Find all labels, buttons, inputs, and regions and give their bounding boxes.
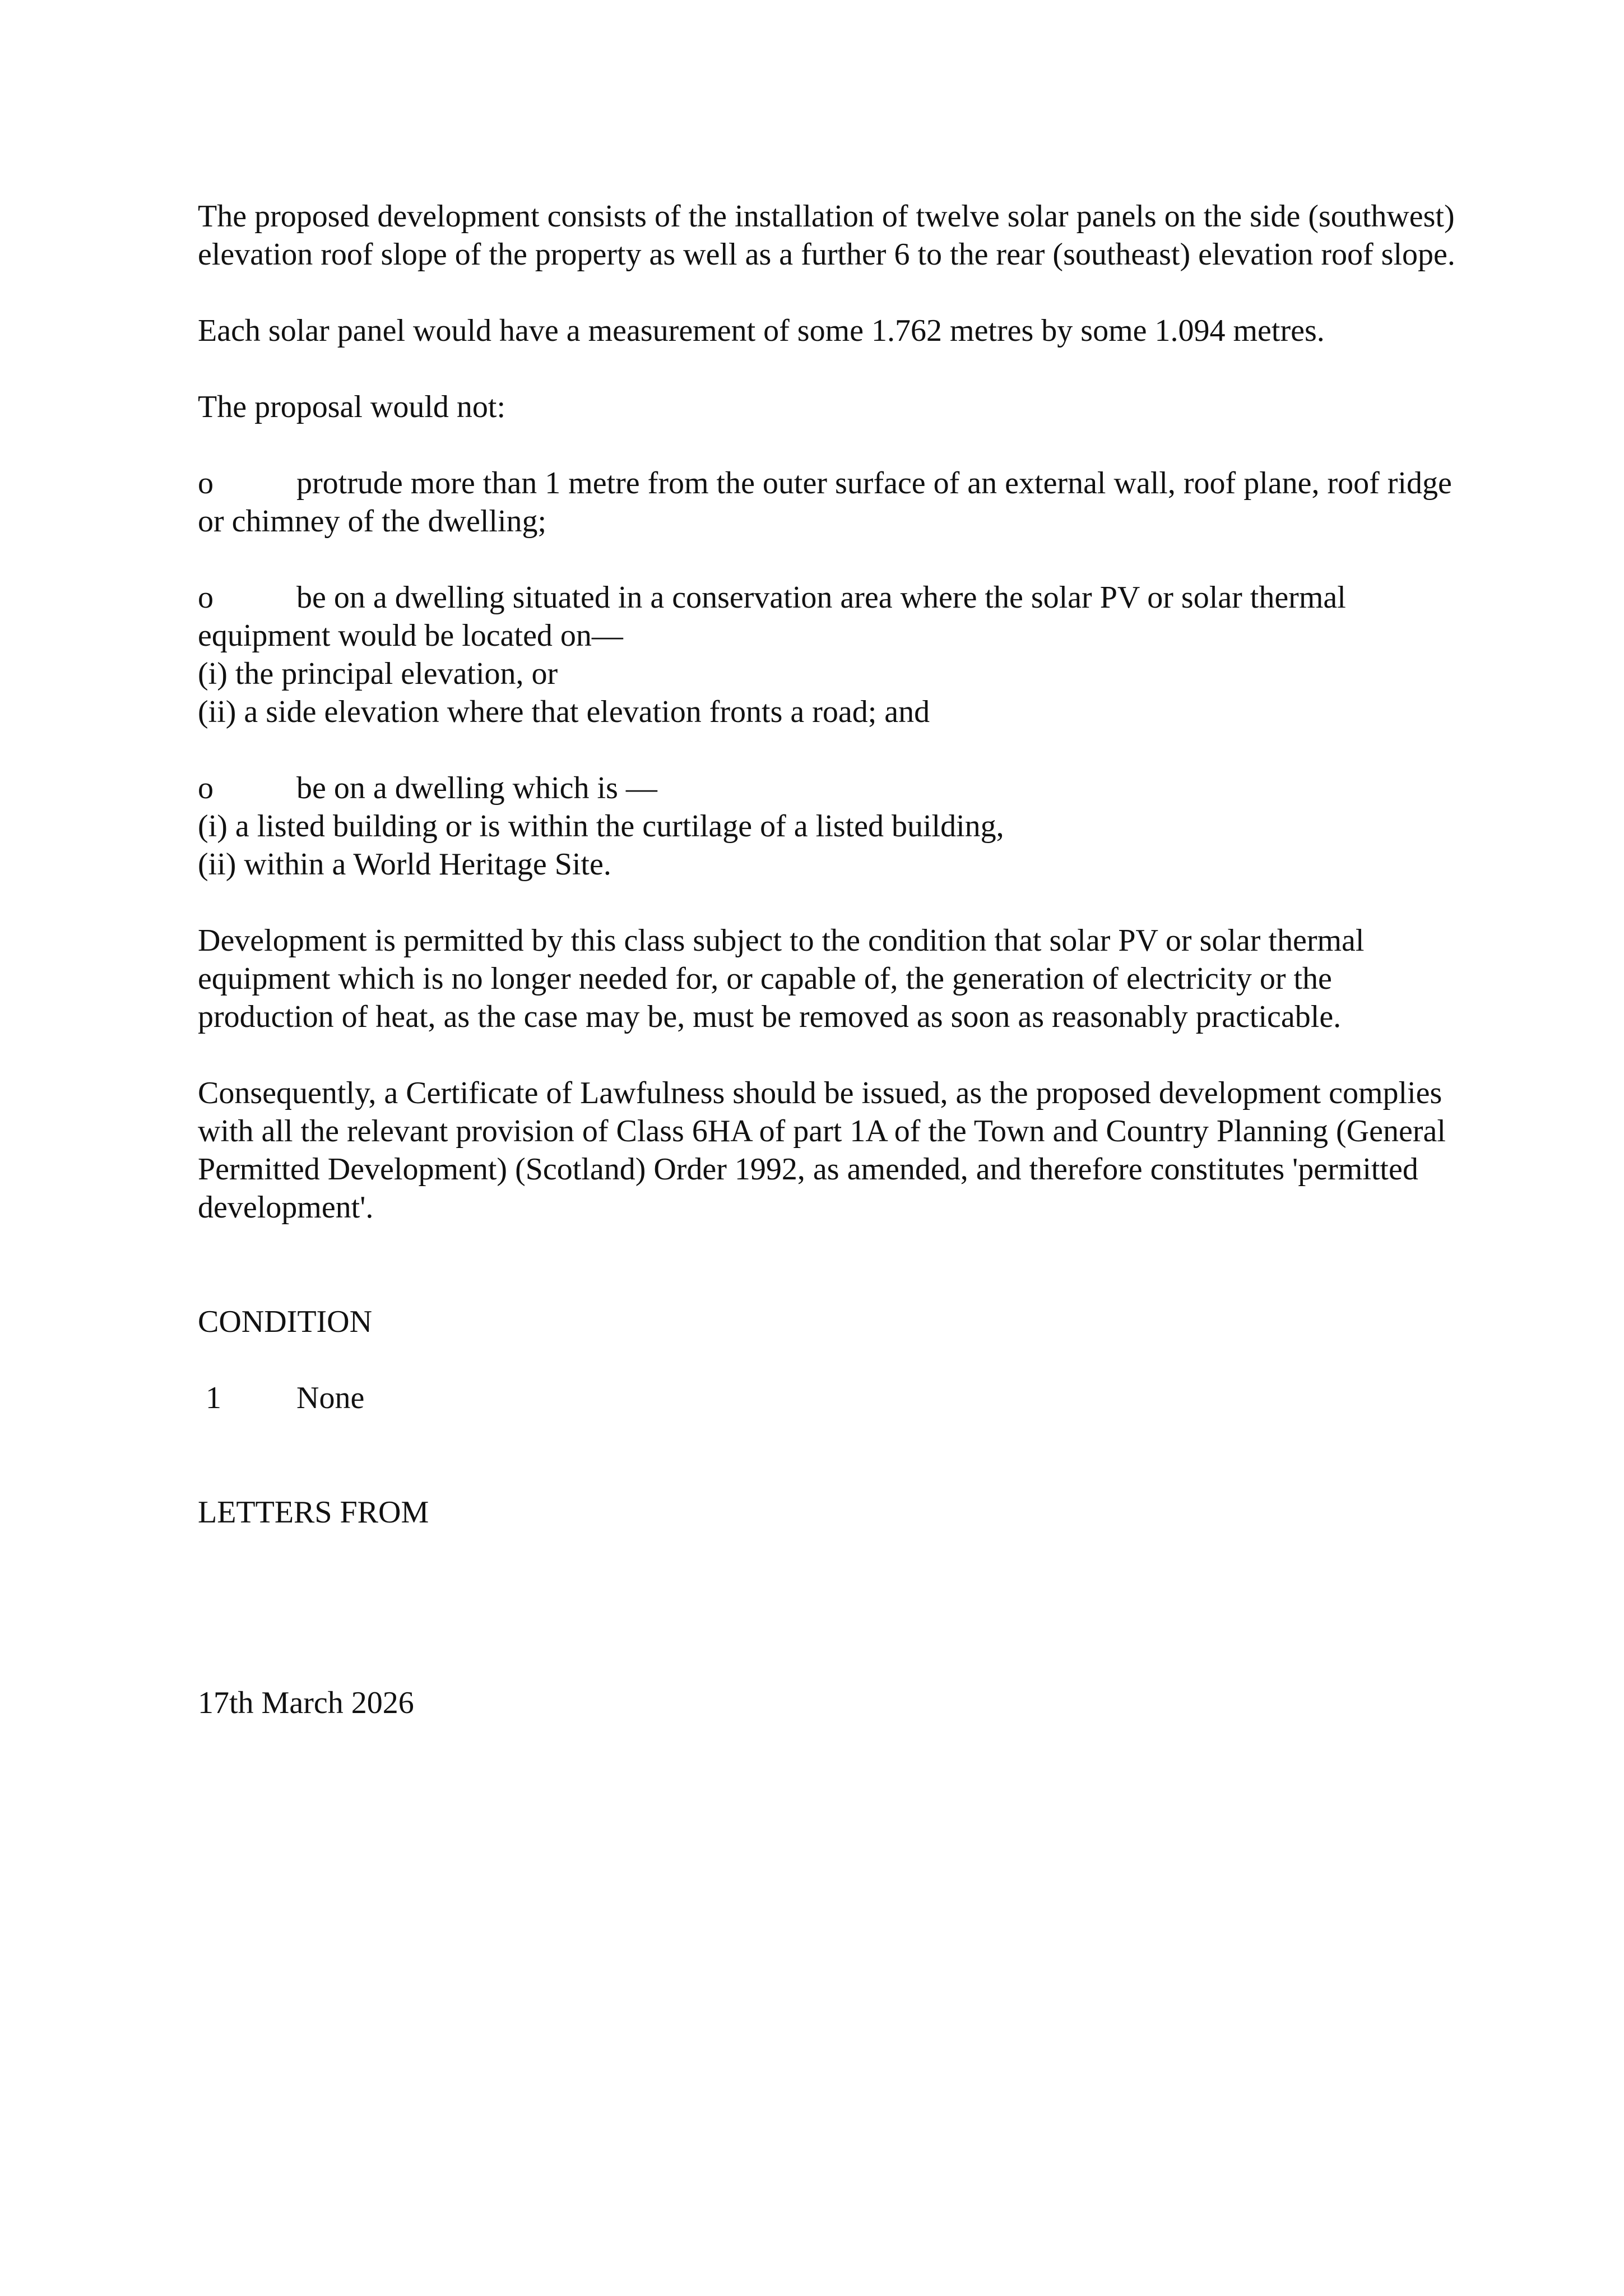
document-body: [198, 197, 1459, 1722]
document-date: 17th March 2026: [198, 1686, 414, 1720]
bullet-marker: o: [198, 466, 214, 501]
measurement-paragraph: Each solar panel would have a measurement of some 1.762 metres by some 1.094 metres.: [198, 313, 1325, 348]
condition-text: None: [296, 1381, 365, 1415]
bullet-subitem: (ii) within a World Heritage Site.: [198, 847, 611, 882]
proposal-not-paragraph: The proposal would not:: [198, 390, 506, 424]
bullet-text: be on a dwelling situated in a conservation area where the solar PV or solar thermal equipment would be located on—: [198, 580, 1346, 653]
condition-paragraph: Development is permitted by this class subject to the condition that solar PV or solar thermal equipment which is no longer needed for, or capable of, the generation of electricity or the production of heat, as the case may be, must be removed as soon as reasonably practicable.: [198, 923, 1365, 1034]
bullet-subitem: (i) a listed building or is within the curtilage of a listed building,: [198, 809, 1004, 844]
bullet-line: [198, 464, 1459, 540]
bullet-marker: o: [198, 580, 214, 615]
condition-heading: CONDITION: [198, 1304, 373, 1339]
bullet-text: be on a dwelling which is —: [296, 771, 657, 806]
letters-heading: LETTERS FROM: [198, 1495, 429, 1530]
condition-number: 1: [206, 1381, 221, 1415]
bullet-line: [198, 578, 1459, 655]
bullet-text: protrude more than 1 metre from the outer surface of an external wall, roof plane, roof ridge or chimney of the dwelling;: [198, 466, 1452, 539]
bullet-item: [198, 578, 1459, 731]
bullet-item: [198, 769, 1459, 883]
consequently-paragraph: Consequently, a Certificate of Lawfulness should be issued, as the proposed development complies with all the relevant provision of Class 6HA of part 1A of the Town and Country Planning (General Permitted Development) (Scotland) Order 1992, as amended, and therefore constitutes 'permitted development'.: [198, 1076, 1446, 1225]
bullet-item: [198, 464, 1459, 540]
bullet-marker: o: [198, 771, 214, 806]
intro-paragraph: The proposed development consists of the installation of twelve solar panels on the side (southwest) elevation roof slope of the property as well as a further 6 to the rear (southeast) elevation roof slope.: [198, 199, 1455, 272]
condition-row: [198, 1379, 1459, 1417]
bullet-line: [198, 769, 1459, 807]
bullet-subitem: (i) the principal elevation, or: [198, 656, 558, 691]
bullet-subitem: (ii) a side elevation where that elevation fronts a road; and: [198, 695, 930, 729]
